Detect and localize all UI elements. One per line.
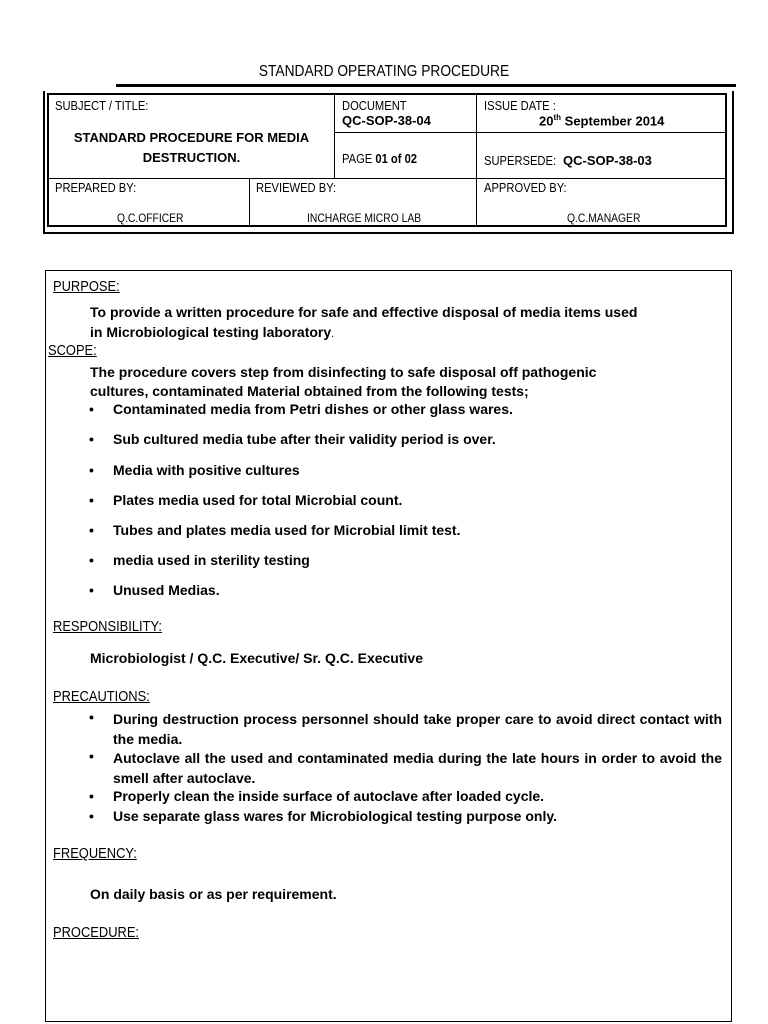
- bullet-icon: •: [89, 748, 94, 764]
- bullet-icon: •: [89, 401, 94, 417]
- purpose-text-line1: To provide a written procedure for safe and effective disposal of media items used: [90, 304, 638, 320]
- supersede-label: SUPERSEDE:: [484, 153, 557, 168]
- bullet-icon: •: [89, 431, 94, 447]
- prepared-value: Q.C.OFFICER: [117, 211, 184, 225]
- scope-intro-line2: cultures, contaminated Material obtained from the following tests;: [90, 383, 529, 399]
- bullet-icon: •: [89, 582, 94, 598]
- precaution-item: During destruction process personnel should take proper care to avoid direct contact with the media.: [113, 711, 722, 747]
- precaution-item: Use separate glass wares for Microbiological testing purpose only.: [113, 808, 557, 824]
- precaution-item: Properly clean the inside surface of autoclave after loaded cycle.: [113, 788, 545, 804]
- bullet-icon: •: [89, 808, 94, 824]
- page-label: PAGE 01 of 02: [342, 151, 418, 166]
- bullet-icon: •: [89, 462, 94, 478]
- scope-heading: SCOPE:: [48, 342, 97, 359]
- bullet-icon: •: [89, 522, 94, 538]
- reviewed-value: INCHARGE MICRO LAB: [307, 211, 422, 225]
- header-divider: [476, 95, 477, 225]
- header-table: [47, 93, 727, 227]
- header-divider: [334, 132, 725, 133]
- frequency-heading: FREQUENCY:: [53, 845, 137, 862]
- issue-date-label: ISSUE DATE :: [484, 98, 556, 113]
- bullet-icon: •: [89, 709, 94, 725]
- procedure-heading: PROCEDURE:: [53, 924, 140, 941]
- scope-item: Media with positive cultures: [113, 462, 300, 478]
- scope-item: Unused Medias.: [113, 582, 220, 598]
- approved-label: APPROVED BY:: [484, 180, 567, 195]
- header-divider: [334, 95, 335, 179]
- subject-title-line1: STANDARD PROCEDURE FOR MEDIA: [73, 130, 310, 145]
- purpose-text-line2: in Microbiological testing laboratory.: [90, 324, 335, 340]
- bullet-icon: •: [89, 788, 94, 804]
- scope-item: Contaminated media from Petri dishes or other glass wares.: [113, 401, 513, 417]
- precautions-heading: PRECAUTIONS:: [53, 688, 150, 705]
- scope-item: media used in sterility testing: [113, 552, 310, 568]
- subject-title-line2: DESTRUCTION.: [142, 150, 241, 165]
- scope-item: Tubes and plates media used for Microbial limit test.: [113, 522, 461, 538]
- header-divider: [49, 178, 725, 179]
- document-title: STANDARD OPERATING PROCEDURE: [258, 63, 510, 80]
- reviewed-label: REVIEWED BY:: [256, 180, 337, 195]
- purpose-heading: PURPOSE:: [53, 278, 120, 295]
- prepared-label: PREPARED BY:: [55, 180, 137, 195]
- header-divider: [249, 179, 250, 225]
- scope-intro-line1: The procedure covers step from disinfecting to safe disposal off pathogenic: [90, 364, 597, 380]
- title-rule: [116, 84, 736, 87]
- supersede-value: QC-SOP-38-03: [563, 153, 652, 168]
- bullet-icon: •: [89, 492, 94, 508]
- document-label: DOCUMENT: [342, 98, 407, 113]
- scope-item: Sub cultured media tube after their validity period is over.: [113, 431, 496, 447]
- approved-value: Q.C.MANAGER: [567, 211, 641, 225]
- precaution-item: Autoclave all the used and contaminated media during the late hours in order to avoid the smell after autoclave.: [113, 750, 722, 786]
- subject-label: SUBJECT / TITLE:: [55, 98, 149, 113]
- responsibility-text: Microbiologist / Q.C. Executive/ Sr. Q.C. Executive: [90, 650, 423, 666]
- frequency-text: On daily basis or as per requirement.: [90, 886, 337, 902]
- document-number: QC-SOP-38-04: [342, 113, 431, 128]
- issue-date-value: 20th September 2014: [539, 113, 665, 129]
- responsibility-heading: RESPONSIBILITY:: [53, 618, 162, 635]
- scope-item: Plates media used for total Microbial count.: [113, 492, 403, 508]
- bullet-icon: •: [89, 552, 94, 568]
